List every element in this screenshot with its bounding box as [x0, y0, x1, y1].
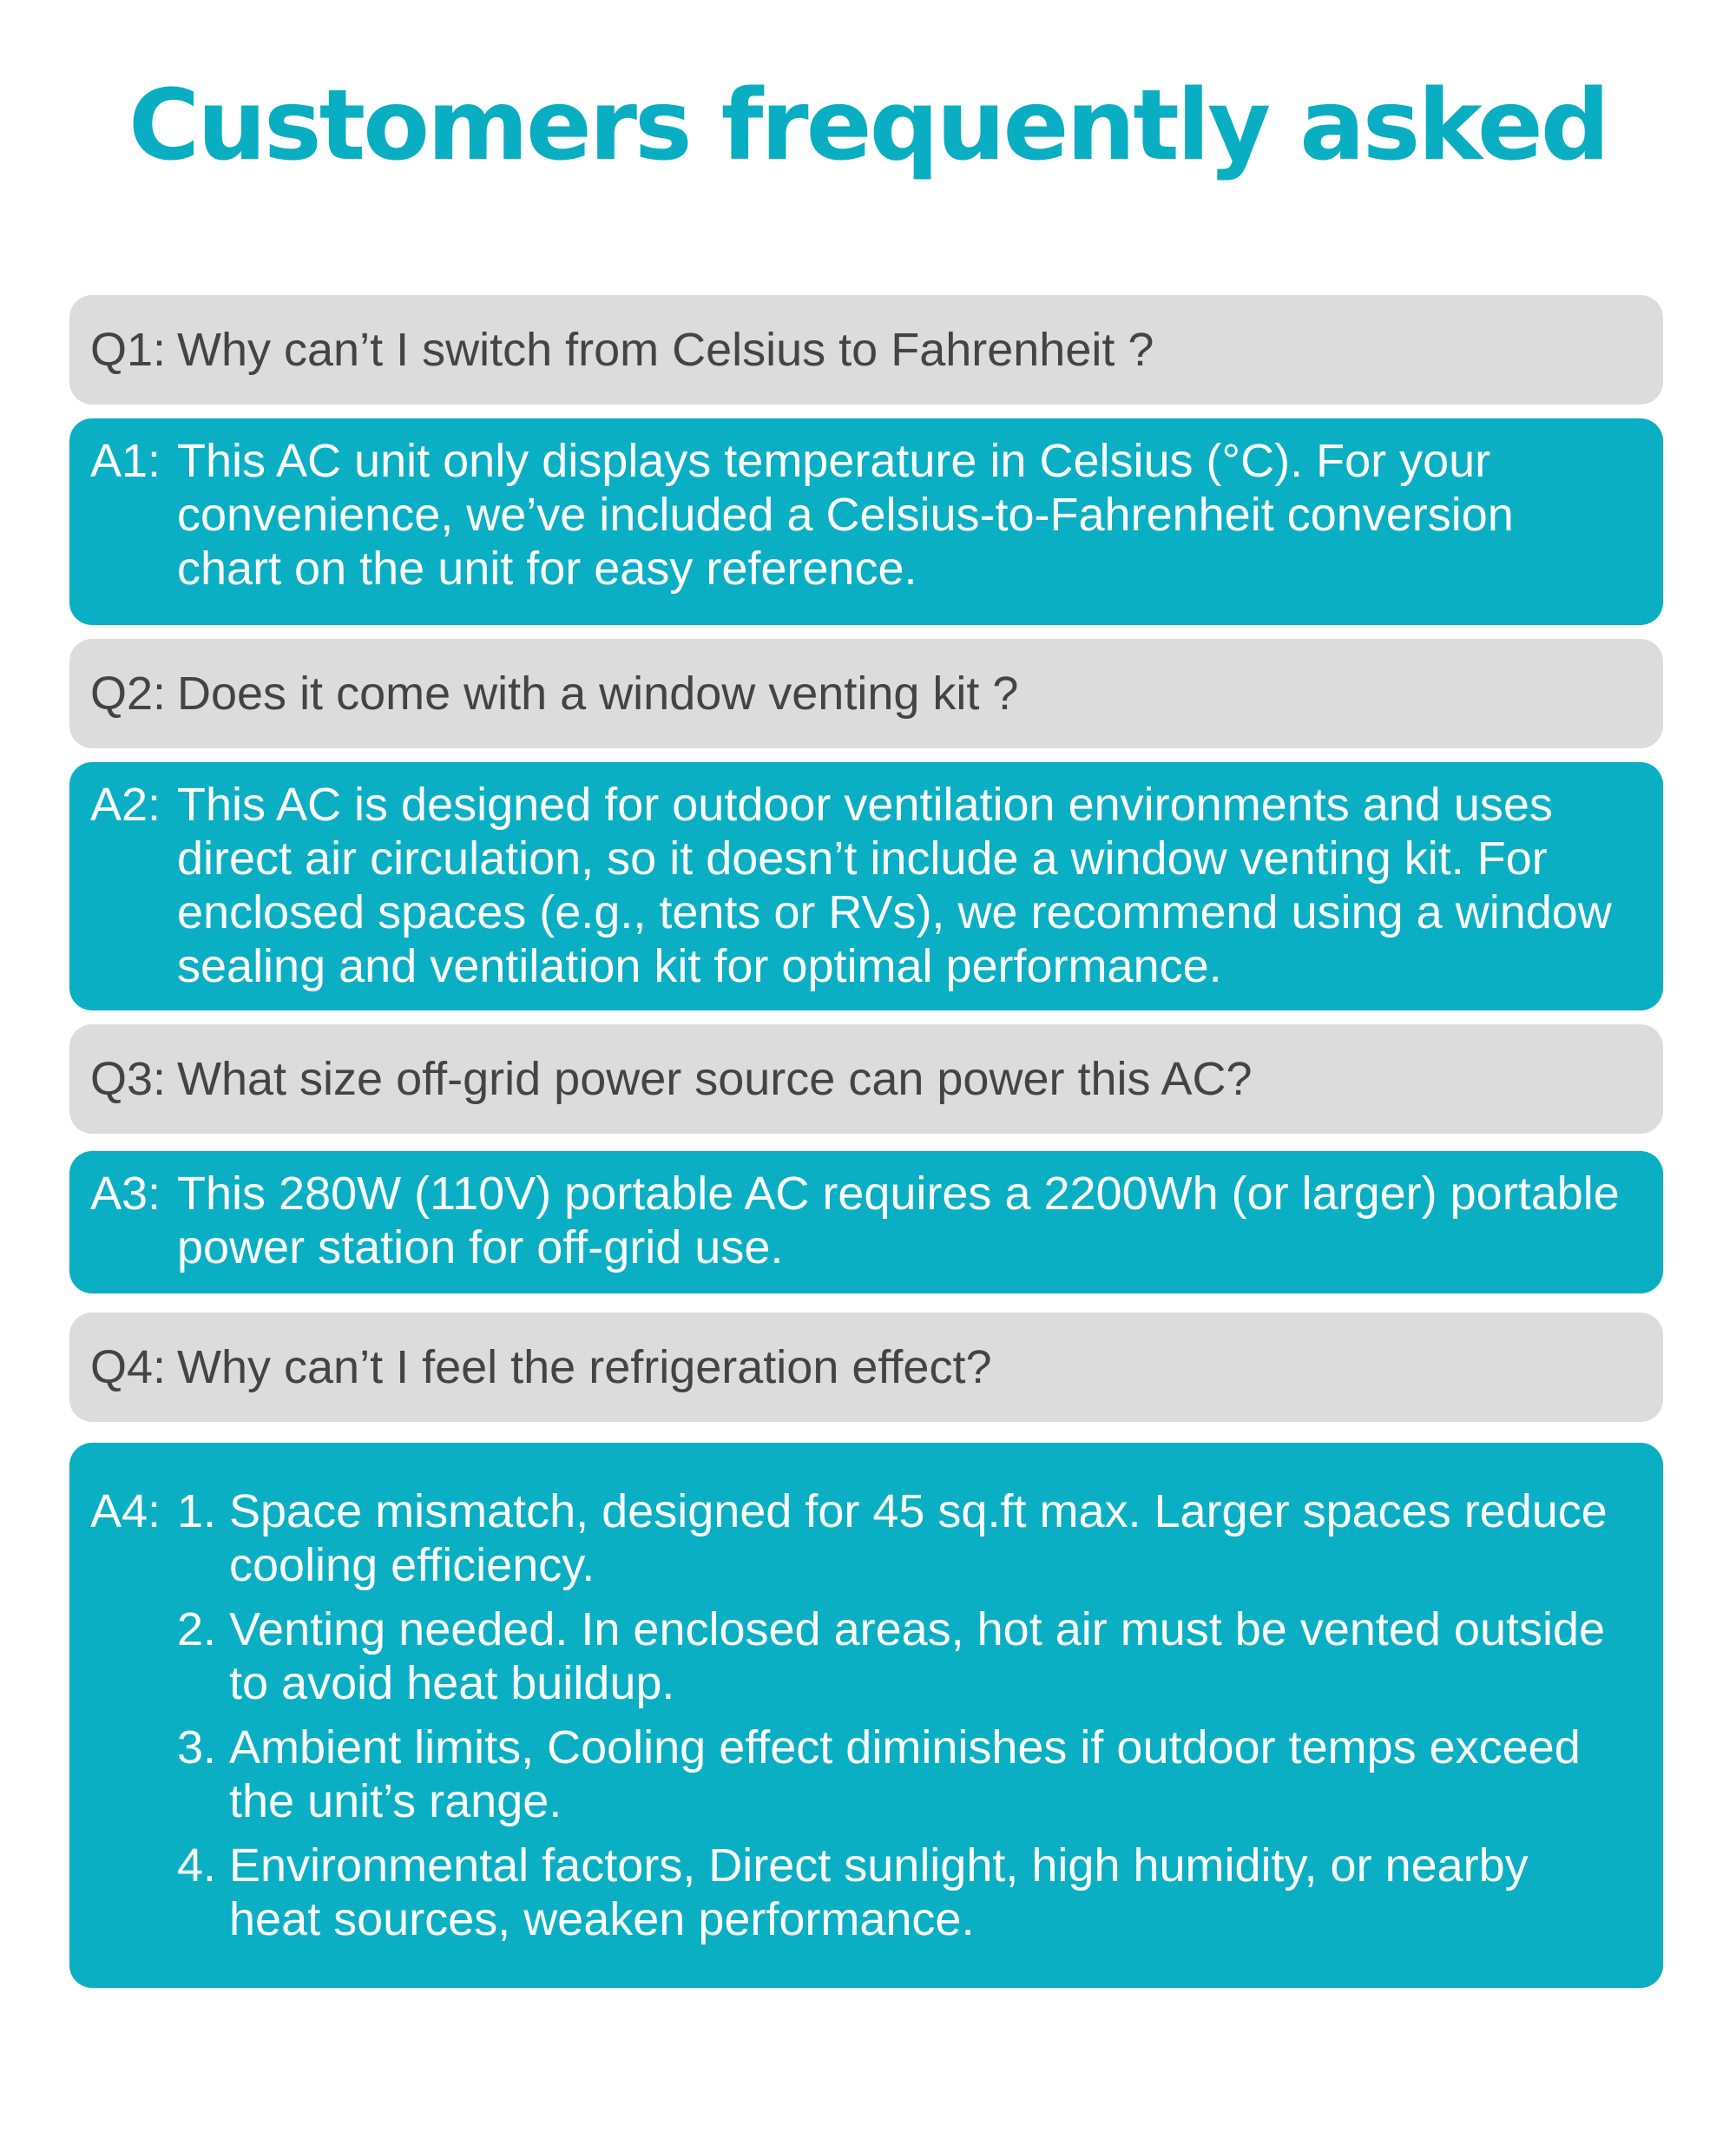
list-item-line: to avoid heat buildup. [229, 1657, 675, 1709]
list-item [177, 1721, 1608, 1828]
answer-2-line: sealing and ventilation kit for optimal performance. [177, 940, 1222, 992]
question-3 [69, 1024, 1663, 1134]
answer-1-label: A1: [90, 435, 161, 487]
list-item-line: cooling efficiency. [229, 1539, 595, 1591]
question-1-label: Q1: [90, 324, 167, 376]
list-item-line: Environmental factors, Direct sunlight, high humidity, or nearby [229, 1839, 1529, 1892]
answer-4-label: A4: [90, 1485, 161, 1537]
list-item-number: 3. [177, 1721, 217, 1773]
list-item-line: Venting needed. In enclosed areas, hot air must be vented outside [229, 1603, 1606, 1655]
answer-3-line: power station for off-grid use. [177, 1221, 784, 1273]
answer-4 [69, 1443, 1663, 1988]
answer-3-label: A3: [90, 1168, 161, 1220]
answer-1-line: convenience, we’ve included a Celsius-to-Fahrenheit conversion [177, 489, 1514, 541]
page-title: Customers frequently asked [128, 69, 1608, 182]
question-1-text: Why can’t I switch from Celsius to Fahrenheit ? [177, 324, 1154, 376]
list-item [177, 1839, 1608, 1946]
list-item-line: heat sources, weaken performance. [229, 1893, 975, 1945]
answer-1-line: chart on the unit for easy reference. [177, 543, 917, 595]
answer-2-line: direct air circulation, so it doesn’t include a window venting kit. For [177, 832, 1548, 885]
question-1 [69, 295, 1663, 405]
list-item [177, 1484, 1608, 1592]
question-2-label: Q2: [90, 668, 167, 720]
question-2-text: Does it come with a window venting kit ? [177, 668, 1019, 720]
list-item [177, 1602, 1608, 1710]
list-item-line: the unit’s range. [229, 1775, 562, 1827]
answer-1-line: This AC unit only displays temperature in Celsius (°C). For your [177, 435, 1491, 487]
question-4-label: Q4: [90, 1341, 167, 1393]
answer-2 [69, 762, 1663, 1010]
list-item-number: 2. [177, 1603, 217, 1655]
question-2 [69, 639, 1663, 748]
list-item-line: Ambient limits, Cooling effect diminishes if outdoor temps exceed [229, 1721, 1581, 1773]
answer-4-list [177, 1484, 1608, 1946]
answer-2-label: A2: [90, 779, 161, 831]
answer-3-line: This 280W (110V) portable AC requires a 2200Wh (or larger) portable [177, 1168, 1620, 1220]
question-3-text: What size off-grid power source can power this AC? [177, 1053, 1253, 1105]
answer-2-line: enclosed spaces (e.g., tents or RVs), we recommend using a window [177, 886, 1612, 938]
list-item-number: 4. [177, 1839, 217, 1892]
answer-1 [69, 418, 1663, 625]
question-4-text: Why can’t I feel the refrigeration effect? [177, 1341, 992, 1393]
list-item-number: 1. [177, 1485, 217, 1537]
answer-3 [69, 1151, 1663, 1293]
question-4 [69, 1313, 1663, 1422]
question-3-label: Q3: [90, 1053, 167, 1105]
list-item-line: Space mismatch, designed for 45 sq.ft max. Larger spaces reduce [229, 1485, 1608, 1537]
answer-2-line: This AC is designed for outdoor ventilation environments and uses [177, 779, 1553, 831]
